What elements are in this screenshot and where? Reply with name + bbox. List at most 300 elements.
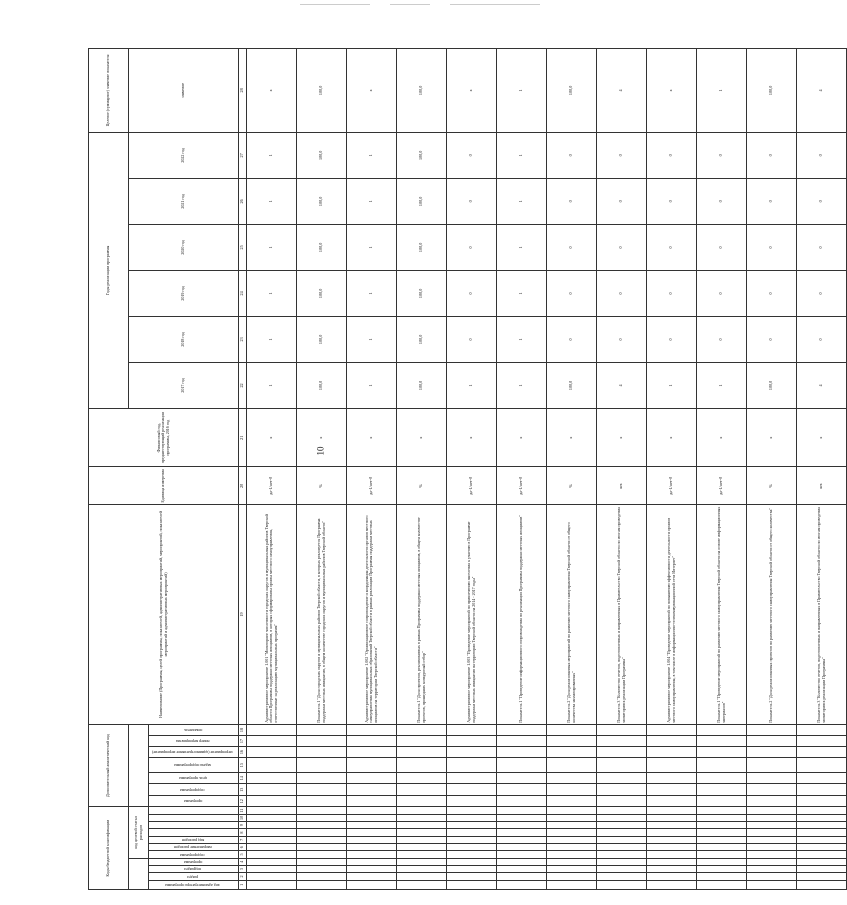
code-cell bbox=[447, 865, 497, 872]
code-cell bbox=[547, 724, 597, 736]
column-number: 13 bbox=[239, 784, 247, 796]
code-cell bbox=[797, 784, 847, 796]
row-year-value: 0 bbox=[447, 270, 497, 316]
code-cell bbox=[397, 822, 447, 829]
code-cell bbox=[797, 844, 847, 851]
row-year-value: 1 bbox=[247, 270, 297, 316]
table-sheet bbox=[88, 48, 826, 889]
code-cell bbox=[347, 784, 397, 796]
scan-artifact-line bbox=[450, 4, 540, 5]
code-cell bbox=[547, 880, 597, 889]
row-year-value: 1 bbox=[247, 132, 297, 178]
code-cell bbox=[297, 858, 347, 865]
row-name: Показатель 1 "Проведение мероприятий по развитию местного самоуправления Тверской области на основе информационных материалов" bbox=[697, 505, 747, 725]
scan-artifact-line bbox=[390, 4, 430, 5]
row-year-value: 1 bbox=[347, 178, 397, 224]
code-cell bbox=[547, 858, 597, 865]
code-cell bbox=[597, 851, 647, 858]
code-cell bbox=[247, 829, 297, 836]
code-cell bbox=[597, 829, 647, 836]
row-target-value: х bbox=[647, 49, 697, 133]
row-finance-year: х bbox=[497, 408, 547, 467]
target-value-header: значение bbox=[129, 49, 239, 133]
row-year-value: 0 bbox=[547, 224, 597, 270]
row-year-value: 0 bbox=[797, 316, 847, 362]
row-year-value: 1 bbox=[347, 362, 397, 408]
analytic-subheader: номер мероприятия bbox=[149, 736, 239, 746]
row-year-value: 0 bbox=[597, 270, 647, 316]
code-cell bbox=[697, 807, 747, 814]
page-number: 10 bbox=[315, 446, 326, 456]
row-name: Административное мероприятие 1.001 "Мониторинг численности городских округов и муниципальных районов Тверской области Программы поддержки местных инициатив, в которых сформированы органы местного самоуправления, ответственные за реализацию муниципальных программ" bbox=[247, 505, 297, 725]
program-table bbox=[88, 48, 847, 890]
code-cell bbox=[297, 758, 347, 773]
code-cell bbox=[547, 795, 597, 807]
column-number: 28 bbox=[239, 49, 247, 133]
code-cell bbox=[447, 844, 497, 851]
code-cell bbox=[647, 772, 697, 784]
code-cell bbox=[447, 880, 497, 889]
code-cell bbox=[397, 814, 447, 821]
row-unit: % bbox=[547, 467, 597, 505]
table-row bbox=[547, 49, 597, 890]
code-cell bbox=[747, 807, 797, 814]
code-cell bbox=[797, 858, 847, 865]
code-cell bbox=[347, 822, 397, 829]
row-year-value: 100,0 bbox=[397, 132, 447, 178]
table-row bbox=[247, 49, 297, 890]
code-cell bbox=[447, 772, 497, 784]
row-target-value: х bbox=[347, 49, 397, 133]
code-cell bbox=[647, 814, 697, 821]
row-unit: да-1/нет-0 bbox=[647, 467, 697, 505]
code-cell bbox=[647, 822, 697, 829]
row-year-value: 1 bbox=[247, 362, 297, 408]
code-cell bbox=[697, 795, 747, 807]
row-year-value: 0 bbox=[747, 270, 797, 316]
row-year-value: 0 bbox=[547, 132, 597, 178]
code-cell bbox=[547, 814, 597, 821]
code-cell bbox=[297, 772, 347, 784]
table-row bbox=[797, 49, 847, 890]
code-cell bbox=[647, 865, 697, 872]
row-year-value: 1 bbox=[497, 224, 547, 270]
finance-year-header: Финансовый год, предшествующий реализации программы, 2016 год bbox=[89, 408, 239, 467]
code-cell bbox=[447, 851, 497, 858]
code-cell bbox=[797, 758, 847, 773]
column-number: 7 bbox=[239, 836, 247, 843]
row-name: Показатель 3 "Количество отчетов, подготовленных и направленных в Правительство Тверской области по итогам проведения мониторинга реализации Программы" bbox=[597, 505, 647, 725]
code-cell bbox=[597, 807, 647, 814]
code-cell bbox=[647, 829, 697, 836]
row-year-value: 1 bbox=[497, 362, 547, 408]
code-cell bbox=[747, 829, 797, 836]
code-cell bbox=[797, 746, 847, 758]
code-cell bbox=[447, 736, 497, 746]
code-cell bbox=[347, 772, 397, 784]
code-cell bbox=[347, 814, 397, 821]
code-cell bbox=[797, 873, 847, 880]
row-year-value: 1 bbox=[497, 316, 547, 362]
code-cell bbox=[397, 736, 447, 746]
code-cell bbox=[797, 836, 847, 843]
code-cell bbox=[397, 851, 447, 858]
code-cell bbox=[547, 772, 597, 784]
code-cell bbox=[497, 724, 547, 736]
row-year-value: 0 bbox=[547, 270, 597, 316]
table-row bbox=[447, 49, 497, 890]
row-year-value: 0 bbox=[697, 178, 747, 224]
code-cell bbox=[247, 814, 297, 821]
code-cell bbox=[447, 784, 497, 796]
row-year-value: 0 bbox=[697, 224, 747, 270]
code-cell bbox=[647, 724, 697, 736]
code-cell bbox=[397, 724, 447, 736]
code-cell bbox=[347, 858, 397, 865]
code-cell bbox=[797, 795, 847, 807]
code-cell bbox=[397, 758, 447, 773]
code-cell bbox=[397, 844, 447, 851]
table-row bbox=[297, 49, 347, 890]
code-cell bbox=[747, 795, 797, 807]
code-cell bbox=[747, 851, 797, 858]
code-cell bbox=[797, 822, 847, 829]
row-year-value: 100,0 bbox=[297, 362, 347, 408]
code-cell bbox=[697, 784, 747, 796]
code-cell bbox=[597, 858, 647, 865]
table-row bbox=[697, 49, 747, 890]
code-cell bbox=[747, 784, 797, 796]
code-cell bbox=[497, 784, 547, 796]
analytic-codes-header: Дополнительный аналитический код bbox=[89, 724, 129, 807]
row-year-value: 0 bbox=[747, 178, 797, 224]
code-cell bbox=[597, 736, 647, 746]
code-cell bbox=[597, 746, 647, 758]
column-number: 26 bbox=[239, 178, 247, 224]
row-year-value: 4 bbox=[597, 362, 647, 408]
code-cell bbox=[547, 758, 597, 773]
row-year-value: 0 bbox=[697, 270, 747, 316]
code-cell bbox=[797, 865, 847, 872]
code-cell bbox=[397, 836, 447, 843]
row-year-value: 100,0 bbox=[397, 178, 447, 224]
code-cell bbox=[597, 873, 647, 880]
code-subheader bbox=[149, 814, 239, 821]
column-number: 12 bbox=[239, 795, 247, 807]
code-cell bbox=[647, 844, 697, 851]
code-subheader: подпрограмма bbox=[149, 851, 239, 858]
row-year-value: 0 bbox=[597, 178, 647, 224]
code-cell bbox=[247, 784, 297, 796]
code-cell bbox=[747, 865, 797, 872]
row-target-value: 100,0 bbox=[547, 49, 597, 133]
column-number: 20 bbox=[239, 467, 247, 505]
row-finance-year: х bbox=[647, 408, 697, 467]
code-cell bbox=[297, 814, 347, 821]
row-name: Показатель 2 "Доля реализованных проектов по развитию местного самоуправления Тверской области от общего количества" bbox=[747, 505, 797, 725]
analytic-subheader: задача подпрограммы bbox=[149, 758, 239, 773]
code-cell bbox=[297, 851, 347, 858]
code-cell bbox=[347, 758, 397, 773]
code-cell bbox=[547, 836, 597, 843]
row-finance-year: х bbox=[797, 408, 847, 467]
row-name: Показатель 1 "Доля проектов, реализованных в рамках Программы поддержки местных инициатив, в общем количестве проектов, прошедших конкурсный отбор" bbox=[397, 505, 447, 725]
code-cell bbox=[797, 807, 847, 814]
code-cell bbox=[397, 784, 447, 796]
row-target-value: 4 bbox=[597, 49, 647, 133]
row-year-value: 100,0 bbox=[747, 362, 797, 408]
code-cell bbox=[597, 844, 647, 851]
code-cell bbox=[547, 807, 597, 814]
code-cell bbox=[247, 807, 297, 814]
code-cell bbox=[547, 873, 597, 880]
row-target-value: 1 bbox=[697, 49, 747, 133]
code-cell bbox=[347, 865, 397, 872]
code-subheader: раздел bbox=[149, 873, 239, 880]
row-year-value: 100,0 bbox=[297, 224, 347, 270]
code-cell bbox=[447, 873, 497, 880]
code-cell bbox=[647, 736, 697, 746]
year-header: 2022 год bbox=[129, 132, 239, 178]
row-name: Показатель 1 "Проведение информационного сопровождения по реализации Программы поддержки местных инициатив" bbox=[497, 505, 547, 725]
code-cell bbox=[247, 724, 297, 736]
row-year-value: 1 bbox=[247, 224, 297, 270]
row-year-value: 0 bbox=[647, 316, 697, 362]
code-cell bbox=[347, 807, 397, 814]
table-row bbox=[597, 49, 647, 890]
row-name: Показатель 1 "Доля городских округов и муниципальных районов Тверской области, в которых реализуется Программа поддержки местных инициатив, в общем количестве городских округов и муниципальных районов Тверской области" bbox=[297, 505, 347, 725]
row-year-value: 100,0 bbox=[397, 270, 447, 316]
row-year-value: 0 bbox=[597, 132, 647, 178]
column-number: 10 bbox=[239, 814, 247, 821]
code-subheader: вид расходов bbox=[149, 836, 239, 843]
row-year-value: 0 bbox=[447, 178, 497, 224]
code-cell bbox=[797, 814, 847, 821]
code-cell bbox=[247, 851, 297, 858]
code-cell bbox=[697, 844, 747, 851]
code-cell bbox=[547, 822, 597, 829]
row-year-value: 1 bbox=[447, 362, 497, 408]
row-name: Показатель 2 "Доля реализованных мероприятий по развитию местного самоуправления Тверской области от общего количества запланированных" bbox=[547, 505, 597, 725]
code-subheader bbox=[149, 822, 239, 829]
row-year-value: 0 bbox=[647, 178, 697, 224]
code-cell bbox=[547, 746, 597, 758]
code-cell bbox=[547, 829, 597, 836]
row-unit: % bbox=[297, 467, 347, 505]
code-cell bbox=[797, 724, 847, 736]
analytic-subheader: программа bbox=[149, 795, 239, 807]
scan-artifact-line bbox=[300, 4, 370, 5]
column-number: 25 bbox=[239, 224, 247, 270]
code-cell bbox=[397, 829, 447, 836]
column-number: 2 bbox=[239, 873, 247, 880]
code-cell bbox=[447, 822, 497, 829]
code-cell bbox=[447, 836, 497, 843]
code-cell bbox=[447, 829, 497, 836]
column-number: 11 bbox=[239, 807, 247, 814]
code-cell bbox=[497, 795, 547, 807]
code-cell bbox=[447, 807, 497, 814]
row-year-value: 100,0 bbox=[297, 178, 347, 224]
code-cell bbox=[547, 736, 597, 746]
row-year-value: 100,0 bbox=[397, 316, 447, 362]
table-row bbox=[747, 49, 797, 890]
row-name: Административное мероприятие 1.004 "Проведение мероприятий по повышению эффективности деятельности органов местного самоуправления, в том числе в информационно-телекоммуникационной сети Интернет" bbox=[647, 505, 697, 725]
code-subheader: программа bbox=[149, 858, 239, 865]
row-year-value: 0 bbox=[647, 270, 697, 316]
code-cell bbox=[697, 814, 747, 821]
row-year-value: 1 bbox=[247, 178, 297, 224]
code-cell bbox=[697, 822, 747, 829]
code-cell bbox=[447, 858, 497, 865]
code-cell bbox=[397, 746, 447, 758]
row-year-value: 0 bbox=[547, 316, 597, 362]
code-cell bbox=[647, 807, 697, 814]
row-finance-year: х bbox=[597, 408, 647, 467]
code-cell bbox=[497, 865, 547, 872]
code-subheader: направление расходов bbox=[149, 844, 239, 851]
table-row bbox=[347, 49, 397, 890]
code-cell bbox=[697, 746, 747, 758]
code-cell bbox=[597, 795, 647, 807]
row-year-value: 1 bbox=[347, 316, 397, 362]
code-cell bbox=[647, 836, 697, 843]
row-year-value: 0 bbox=[747, 132, 797, 178]
row-year-value: 0 bbox=[797, 224, 847, 270]
code-cell bbox=[497, 736, 547, 746]
row-year-value: 1 bbox=[697, 362, 747, 408]
code-cell bbox=[297, 844, 347, 851]
row-year-value: 4 bbox=[797, 362, 847, 408]
code-cell bbox=[747, 814, 797, 821]
column-number: 9 bbox=[239, 822, 247, 829]
target-header: Целевое (суммарное) значение показателя bbox=[89, 49, 129, 133]
code-cell bbox=[447, 724, 497, 736]
code-cell bbox=[497, 873, 547, 880]
budget-codes-header: Коды бюджетной классификации bbox=[89, 807, 129, 890]
code-cell bbox=[297, 807, 347, 814]
code-cell bbox=[597, 724, 647, 736]
code-cell bbox=[497, 829, 547, 836]
row-target-value: 100,0 bbox=[747, 49, 797, 133]
code-cell bbox=[797, 736, 847, 746]
row-unit: да-1/нет-0 bbox=[697, 467, 747, 505]
code-cell bbox=[297, 865, 347, 872]
table-row bbox=[647, 49, 697, 890]
row-finance-year: х bbox=[547, 408, 597, 467]
column-number: 18 bbox=[239, 724, 247, 736]
table-row bbox=[497, 49, 547, 890]
code-cell bbox=[347, 736, 397, 746]
code-cell bbox=[747, 758, 797, 773]
code-cell bbox=[297, 784, 347, 796]
column-number: 21 bbox=[239, 408, 247, 467]
code-cell bbox=[747, 822, 797, 829]
code-cell bbox=[397, 858, 447, 865]
column-number: 17 bbox=[239, 736, 247, 746]
year-header: 2020 год bbox=[129, 224, 239, 270]
row-year-value: 100,0 bbox=[297, 316, 347, 362]
row-year-value: 0 bbox=[547, 178, 597, 224]
code-cell bbox=[297, 873, 347, 880]
column-number: 3 bbox=[239, 865, 247, 872]
row-unit: да-1/нет-0 bbox=[447, 467, 497, 505]
row-year-value: 0 bbox=[647, 132, 697, 178]
row-year-value: 0 bbox=[597, 316, 647, 362]
row-name: Административное мероприятие 1.003 "Проведение мероприятий по привлечению населения к участию в Программе поддержки местных инициатив на территории Тверской области на 2014 - 2017 годы" bbox=[447, 505, 497, 725]
row-year-value: 0 bbox=[647, 224, 697, 270]
code-cell bbox=[447, 758, 497, 773]
row-year-value: 0 bbox=[747, 224, 797, 270]
code-cell bbox=[547, 844, 597, 851]
code-cell bbox=[747, 880, 797, 889]
row-year-value: 1 bbox=[497, 270, 547, 316]
analytic-placeholder bbox=[129, 724, 149, 807]
code-cell bbox=[747, 844, 797, 851]
code-cell bbox=[647, 873, 697, 880]
code-cell bbox=[647, 795, 697, 807]
row-unit: да-1/нет-0 bbox=[347, 467, 397, 505]
code-cell bbox=[447, 746, 497, 758]
row-year-value: 0 bbox=[697, 316, 747, 362]
code-cell bbox=[247, 822, 297, 829]
code-cell bbox=[447, 814, 497, 821]
code-cell bbox=[247, 758, 297, 773]
row-unit: % bbox=[397, 467, 447, 505]
row-year-value: 1 bbox=[497, 132, 547, 178]
years-header: Годы реализации программы bbox=[89, 132, 129, 408]
code-cell bbox=[497, 844, 547, 851]
analytic-subheader: мероприятие (административное мероприятие) bbox=[149, 746, 239, 758]
column-number: 8 bbox=[239, 829, 247, 836]
code-subheader bbox=[149, 829, 239, 836]
code-cell bbox=[297, 736, 347, 746]
row-name: Административное мероприятие 1.002 "Организационное сопровождение и координация деятельности органов местного самоуправления муниципальных образований Тверской области в рамках реализации Программы поддержки местных инициатив на территории Тверской области" bbox=[347, 505, 397, 725]
code-cell bbox=[347, 836, 397, 843]
target-article-header: код целевой статьи расходов bbox=[129, 807, 149, 858]
code-cell bbox=[797, 772, 847, 784]
row-target-value: 100,0 bbox=[297, 49, 347, 133]
row-target-value: 4 bbox=[797, 49, 847, 133]
code-cell bbox=[347, 795, 397, 807]
code-cell bbox=[247, 772, 297, 784]
code-cell bbox=[247, 836, 297, 843]
code-cell bbox=[347, 851, 397, 858]
row-target-value: х bbox=[247, 49, 297, 133]
code-cell bbox=[747, 836, 797, 843]
column-number: 16 bbox=[239, 746, 247, 758]
row-name: Показатель 3 "Количество отчетов, подготовленных и направленных в Правительство Тверской области по итогам проведения мониторинга реализации Программы" bbox=[797, 505, 847, 725]
code-cell bbox=[747, 736, 797, 746]
row-unit: шт. bbox=[797, 467, 847, 505]
code-cell bbox=[647, 784, 697, 796]
code-cell bbox=[697, 736, 747, 746]
code-cell bbox=[747, 858, 797, 865]
column-number: 24 bbox=[239, 270, 247, 316]
code-cell bbox=[497, 807, 547, 814]
row-year-value: 0 bbox=[797, 270, 847, 316]
column-number: 14 bbox=[239, 772, 247, 784]
code-cell bbox=[347, 829, 397, 836]
code-cell bbox=[247, 795, 297, 807]
code-cell bbox=[597, 822, 647, 829]
column-number: 19 bbox=[239, 505, 247, 725]
code-cell bbox=[347, 880, 397, 889]
row-unit: шт. bbox=[597, 467, 647, 505]
code-cell bbox=[497, 814, 547, 821]
row-finance-year: х bbox=[347, 408, 397, 467]
code-cell bbox=[697, 880, 747, 889]
